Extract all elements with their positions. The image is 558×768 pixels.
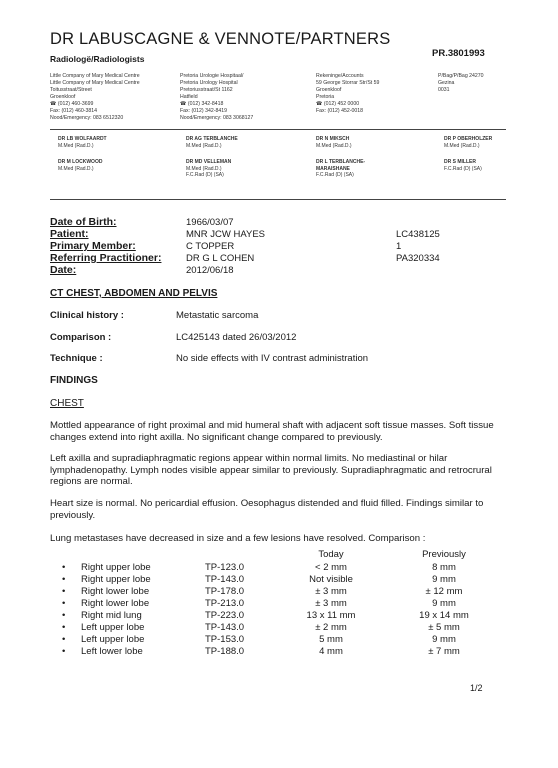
- history-value: Metastatic sarcoma: [176, 310, 259, 321]
- doctors-divider: [50, 199, 506, 200]
- date-label: Date:: [50, 264, 77, 276]
- lesion-code: TP-143.0: [205, 622, 245, 633]
- comparison-label: Comparison :: [50, 332, 112, 343]
- doctor-qualification: M.Med (Rad.D.): [316, 142, 352, 149]
- doctor-name: DR LB WOLFAARDT: [58, 136, 107, 142]
- doctor-qualification: M.Med (Rad.D.): [58, 142, 94, 149]
- lesion-row: [0, 646, 558, 658]
- bullet-icon: •: [62, 586, 66, 597]
- lesion-code: TP-178.0: [205, 586, 245, 597]
- address-line: ☎ (012) 460-3699: [50, 101, 94, 107]
- lesion-previously: 9 mm: [432, 574, 456, 585]
- doctor-name: DR S MILLER: [444, 159, 476, 165]
- lesion-today: 5 mm: [319, 634, 343, 645]
- member-label: Primary Member:: [50, 240, 136, 252]
- address-line: Groenkloof: [50, 94, 76, 100]
- lesion-today: ± 3 mm: [315, 598, 347, 609]
- address-line: ☎ (012) 452 0000: [316, 101, 360, 107]
- dob-label: Date of Birth:: [50, 216, 117, 228]
- address-line: Fax: (012) 452-0018: [316, 108, 364, 114]
- finding-paragraph: Left axilla and supradiaphragmatic regions appear within normal limits. No mediastinal or hilar lymphadenopathy. Lymph nodes visible appear similar to previously. Supradiaphragmatic and retrocrural regions are normal.: [50, 453, 492, 487]
- finding-paragraph: Mottled appearance of right proximal and mid humeral shaft with adjacent soft tissue masses. Soft tissue changes extend into right axilla. No significant change compared to previously.: [50, 420, 494, 443]
- lesion-today: 13 x 11 mm: [306, 610, 356, 621]
- doctor-entry: [58, 159, 102, 172]
- address-line: Groenkloof: [316, 87, 342, 93]
- patient-label: Patient:: [50, 228, 89, 240]
- address-line: Hatfield: [180, 94, 198, 100]
- lesion-row: [0, 610, 558, 622]
- address-line: Fax: (012) 460-3814: [50, 108, 98, 114]
- header-divider: [50, 129, 506, 130]
- address-line: 59 George Storrar Str/St 59: [316, 80, 380, 86]
- bullet-icon: •: [62, 562, 66, 573]
- lesion-code: TP-188.0: [205, 646, 245, 657]
- doctor-name: DR P OBERHOLZER: [444, 136, 493, 142]
- address-line: P/Bag/P/Bag 24270: [438, 73, 484, 79]
- doctor-name: DR AG TERBLANCHE: [186, 136, 238, 142]
- address-line: Nood/Emergency: 083 6512320: [50, 115, 124, 121]
- member-value: C TOPPER: [186, 241, 235, 252]
- address-line: Pretoria Urologie Hospitaal/: [180, 73, 244, 79]
- doctor-entry: [316, 136, 352, 149]
- bullet-icon: •: [62, 574, 66, 585]
- technique-label: Technique :: [50, 353, 103, 364]
- doctor-entry: [444, 159, 482, 172]
- address-line: Rekeninge/Accounts: [316, 73, 364, 79]
- doctor-name: DR MD VELLEMAN: [186, 159, 232, 165]
- address-block-3: [316, 73, 379, 115]
- doctor-entry: [186, 159, 231, 179]
- referrer-value: DR G L COHEN: [186, 253, 255, 264]
- comparison-value: LC425143 dated 26/03/2012: [176, 332, 297, 343]
- address-line: ☎ (012) 342-8418: [180, 101, 224, 107]
- technique-value: No side effects with IV contrast administration: [176, 353, 369, 364]
- doctor-entry: [186, 136, 238, 149]
- lesion-row: [0, 622, 558, 634]
- doctor-qualification: F.C.Rad (D) (SA): [186, 172, 224, 178]
- lesion-lobe: Right upper lobe: [81, 562, 151, 573]
- lesion-lobe: Left upper lobe: [81, 634, 145, 645]
- lesion-code: TP-143.0: [205, 574, 245, 585]
- report-title: CT CHEST, ABDOMEN AND PELVIS: [50, 288, 218, 299]
- address-line: Gezina: [438, 80, 455, 86]
- lesion-previously: 9 mm: [432, 598, 456, 609]
- pr-number: PR.3801993: [432, 48, 485, 59]
- referrer-ref: PA320334: [396, 253, 440, 264]
- lesion-lobe: Left lower lobe: [81, 646, 143, 657]
- lesion-row: [0, 562, 558, 574]
- bullet-icon: •: [62, 622, 66, 633]
- lesion-row: [0, 574, 558, 586]
- lesion-code: TP-223.0: [205, 610, 245, 621]
- lesion-previously: 8 mm: [432, 562, 456, 573]
- member-ref: 1: [396, 241, 402, 252]
- firm-name: DR LABUSCAGNE & VENNOTE/PARTNERS: [50, 30, 391, 48]
- lesion-today: ± 2 mm: [315, 622, 347, 633]
- column-today: Today: [318, 549, 344, 560]
- lesion-lobe: Left upper lobe: [81, 622, 145, 633]
- bullet-icon: •: [62, 634, 66, 645]
- lesion-row: [0, 634, 558, 646]
- lesion-previously: 19 x 14 mm: [419, 610, 469, 621]
- address-line: Little Company of Mary Medical Centre: [50, 73, 140, 79]
- lesion-lobe: Right upper lobe: [81, 574, 151, 585]
- doctor-name: DR M LOCKWOOD: [58, 159, 103, 165]
- doctor-entry: [444, 136, 492, 149]
- lesion-previously: 9 mm: [432, 634, 456, 645]
- doctor-qualification: M.Med (Rad.D.): [186, 142, 222, 149]
- lesion-today: Not visible: [309, 574, 353, 585]
- dob-value: 1966/03/07: [186, 217, 234, 228]
- lesion-row: [0, 586, 558, 598]
- doctor-name: DR N MIKSCH: [316, 136, 350, 142]
- doctor-qualification: M.Med (Rad.D.): [444, 142, 480, 149]
- bullet-icon: •: [62, 646, 66, 657]
- lesion-today: 4 mm: [319, 646, 343, 657]
- page-number: 1/2: [470, 683, 483, 693]
- address-block-4: [438, 73, 484, 94]
- lesion-lobe: Right lower lobe: [81, 598, 150, 609]
- chest-subheading: CHEST: [50, 398, 84, 409]
- address-line: Toitusstraat/Street: [50, 87, 92, 93]
- address-line: Pretoria: [316, 94, 335, 100]
- doctor-qualification: M.Med (Rad.D.): [186, 165, 222, 172]
- lesion-previously: ± 12 mm: [425, 586, 463, 597]
- doctor-entry: [58, 136, 107, 149]
- finding-paragraph: Heart size is normal. No pericardial effusion. Oesophagus distended and fluid filled. Findings similar to previously.: [50, 498, 484, 521]
- address-block-2: [180, 73, 253, 122]
- doctor-qualification: M.Med (Rad.D.): [58, 165, 94, 172]
- date-value: 2012/06/18: [186, 265, 234, 276]
- doctor-name: DR L TERBLANCHE-: [316, 159, 366, 165]
- finding-paragraph: Lung metastases have decreased in size and a few lesions have resolved. Comparison :: [50, 533, 426, 544]
- doctor-qualification: F.C.Rad (D) (SA): [316, 172, 354, 178]
- lesion-lobe: Right lower lobe: [81, 586, 150, 597]
- address-line: Fax: (012) 342-8419: [180, 108, 228, 114]
- lesion-lobe: Right mid lung: [81, 610, 142, 621]
- patient-ref: LC438125: [396, 229, 440, 240]
- bullet-icon: •: [62, 598, 66, 609]
- history-label: Clinical history :: [50, 310, 124, 321]
- referrer-label: Referring Practitioner:: [50, 252, 162, 264]
- doctor-qualification: F.C.Rad (D) (SA): [444, 165, 482, 172]
- address-line: 0031: [438, 87, 450, 93]
- lesion-today: ± 3 mm: [315, 586, 347, 597]
- address-line: Nood/Emergency: 083 3068127: [180, 115, 254, 121]
- lesion-previously: ± 7 mm: [428, 646, 460, 657]
- firm-subtitle: Radiologë/Radiologists: [50, 54, 145, 64]
- lesion-today: < 2 mm: [315, 562, 347, 573]
- lesion-row: [0, 598, 558, 610]
- address-line: Pretoriusstraat/St 1162: [180, 87, 233, 93]
- address-block-1: [50, 73, 140, 122]
- findings-heading: FINDINGS: [50, 375, 98, 386]
- lesion-code: TP-153.0: [205, 634, 245, 645]
- address-line: Little Company of Mary Medical Centre: [50, 80, 140, 86]
- doctor-name: MARAISHANE: [316, 165, 350, 172]
- column-previously: Previously: [422, 549, 466, 560]
- lesion-code: TP-213.0: [205, 598, 245, 609]
- doctor-entry: [316, 159, 365, 179]
- lesion-previously: ± 5 mm: [428, 622, 460, 633]
- bullet-icon: •: [62, 610, 66, 621]
- lesion-code: TP-123.0: [205, 562, 245, 573]
- address-line: Pretoria Urology Hospital: [180, 80, 238, 86]
- patient-value: MNR JCW HAYES: [186, 229, 265, 240]
